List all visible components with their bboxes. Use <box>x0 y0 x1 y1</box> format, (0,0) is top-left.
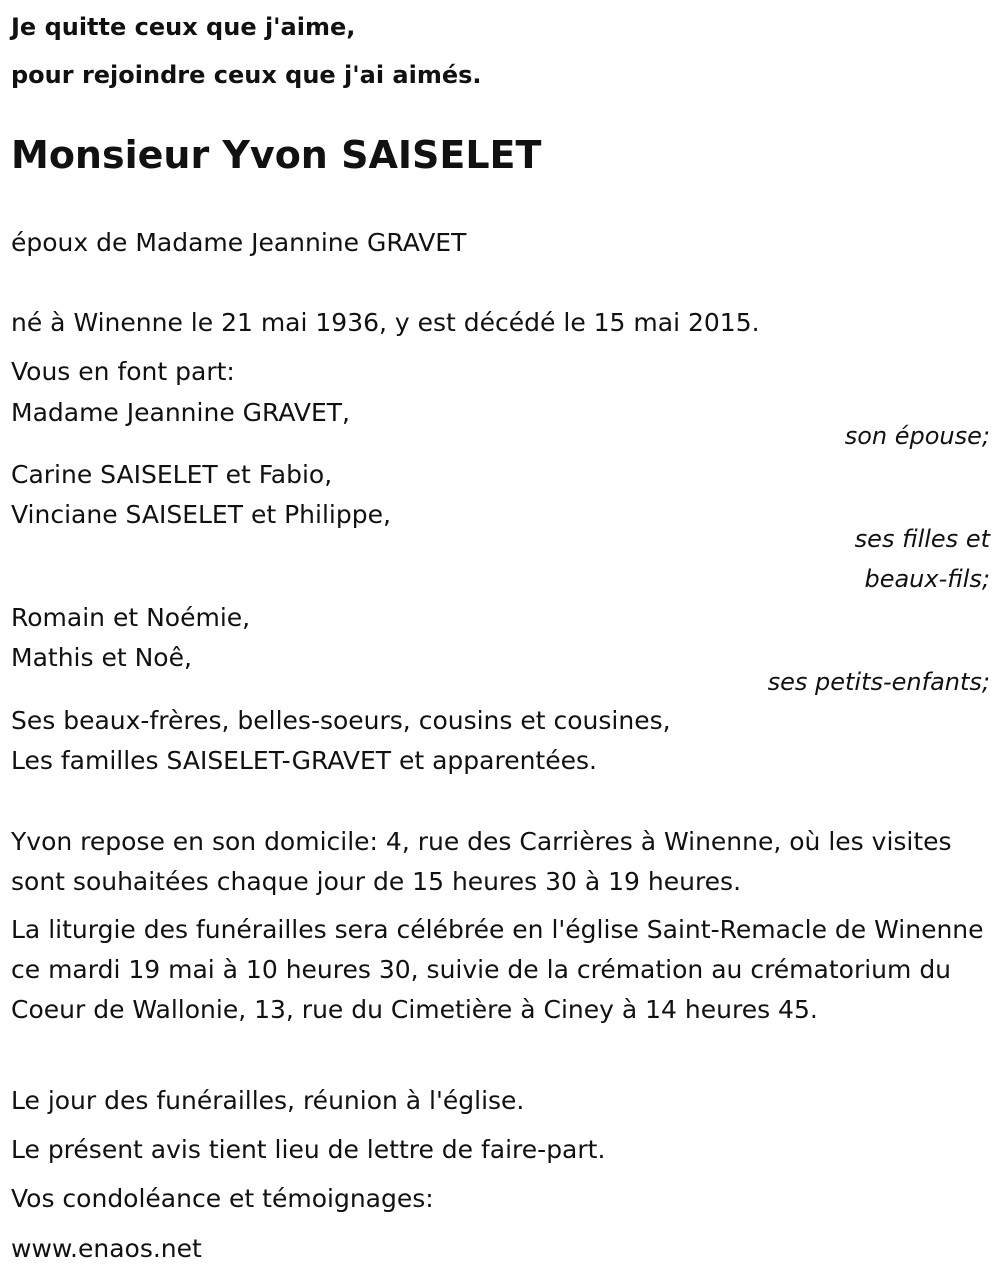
liturgy-paragraph: La liturgie des funérailles sera célébrée en l'église Saint-Remacle de Winenne ce mardi 19 mai à 10 heures 30, suivie de la crémation au crématorium du Coeur de Wallonie, 13, rue du Cimetière à Ciney à 14 heures 45. <box>11 915 984 1024</box>
daughters-role-line-2: beaux-fils; <box>864 565 990 593</box>
meeting-line: Le jour des funérailles, réunion à l'église. <box>11 1086 525 1115</box>
spouse-name: Madame Jeannine GRAVET, <box>11 398 350 427</box>
spouse-role: son épouse; <box>844 422 990 450</box>
daughters-role-line-1: ses filles et <box>854 525 990 553</box>
grandchildren-2: Mathis et Noê, <box>11 643 192 672</box>
notice-line: Le présent avis tient lieu de lettre de faire-part. <box>11 1135 606 1164</box>
grandchildren-1: Romain et Noémie, <box>11 603 251 632</box>
deceased-name: Monsieur Yvon SAISELET <box>11 133 542 177</box>
other-family-2: Les familles SAISELET-GRAVET et apparentées. <box>11 746 597 775</box>
repose-paragraph: Yvon repose en son domicile: 4, rue des Carrières à Winenne, où les visites sont souhaitées chaque jour de 15 heures 30 à 19 heures. <box>11 827 952 896</box>
spouse-line: époux de Madame Jeannine GRAVET <box>11 228 467 257</box>
family-intro: Vous en font part: <box>11 357 235 386</box>
other-family-1: Ses beaux-frères, belles-soeurs, cousins et cousines, <box>11 706 671 735</box>
motto-line-2: pour rejoindre ceux que j'ai aimés. <box>11 61 482 89</box>
daughter-2: Vinciane SAISELET et Philippe, <box>11 500 391 529</box>
birth-death-line: né à Winenne le 21 mai 1936, y est décédé le 15 mai 2015. <box>11 308 760 337</box>
condolences-label: Vos condoléance et témoignages: <box>11 1184 434 1213</box>
motto-line-1: Je quitte ceux que j'aime, <box>11 13 356 41</box>
daughter-1: Carine SAISELET et Fabio, <box>11 460 333 489</box>
grandchildren-role: ses petits-enfants; <box>767 668 990 696</box>
website-link[interactable]: www.enaos.net <box>11 1234 202 1263</box>
